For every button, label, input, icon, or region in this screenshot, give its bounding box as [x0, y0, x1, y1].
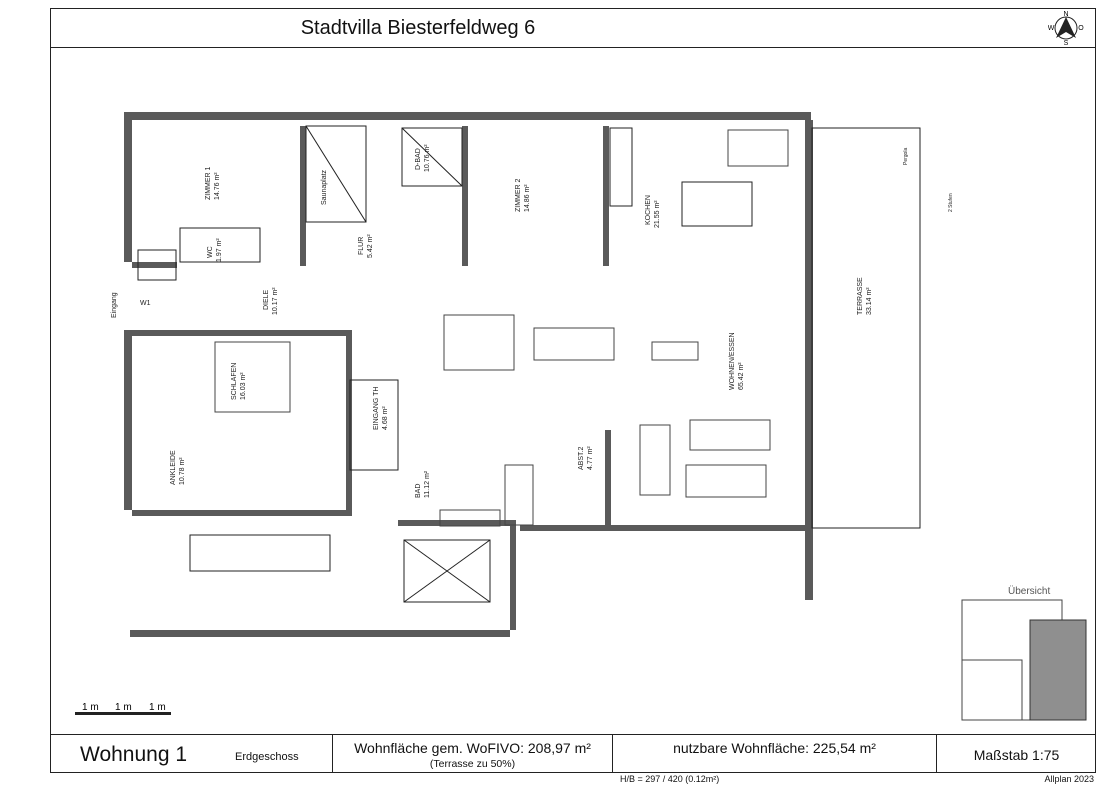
usable-area: nutzbare Wohnfläche: 225,54 m²: [673, 740, 876, 756]
scale-bar-label-2: 1 m: [115, 702, 132, 713]
room-flur-name: FLUR: [358, 236, 365, 255]
room-diele-name: DIELE: [263, 289, 270, 310]
overview-title: Übersicht: [1008, 586, 1051, 597]
page-title: Stadtvilla Biesterfeldweg 6: [300, 17, 536, 39]
title-bar: [50, 8, 1096, 48]
label-stufen: 2 Stufen: [948, 193, 954, 212]
apartment-name: Wohnung 1: [80, 743, 188, 766]
scale-bar: [75, 702, 171, 715]
room-flur-area: 5.42 m²: [367, 234, 374, 258]
room-dbad-area: 10.76 m²: [424, 144, 431, 172]
floor-plan-drawing: [50, 48, 1096, 734]
room-eingangth-area: 4.68 m²: [382, 406, 389, 430]
room-bad-name: BAD: [415, 483, 422, 498]
compass-east: O: [1078, 25, 1084, 32]
walls: [124, 112, 813, 637]
room-zimmer1-name: ZIMMER 1: [205, 166, 212, 200]
room-ankleide-name: ANKLEIDE: [170, 450, 177, 485]
label-pergola: Pergola: [903, 147, 909, 165]
room-wc-name: WC: [207, 246, 214, 258]
overview-map: [962, 600, 1086, 720]
room-abst2-name: ABST.2: [578, 446, 585, 470]
room-zimmer1-area: 14.76 m²: [214, 172, 221, 200]
room-saunaplatz-name: Saunaplatz: [321, 169, 328, 205]
floor-name: Erdgeschoss: [235, 751, 299, 763]
room-dbad-name: D-BAD: [415, 148, 422, 170]
footer-cell-apartment: [50, 735, 333, 773]
floor-plan: [50, 48, 1096, 734]
compass-west: W: [1048, 25, 1055, 32]
title-block: [50, 734, 1096, 773]
room-ankleide-area: 10.78 m²: [179, 457, 186, 485]
room-labels: [111, 144, 954, 498]
wofivo-area: Wohnfläche gem. WoFIVO: 208,97 m²: [354, 740, 591, 756]
stairs: [190, 535, 330, 571]
footer-cell-wofivo: [333, 735, 613, 773]
room-wc-area: 1.97 m²: [216, 238, 223, 262]
room-terrasse-name: TERRASSE: [857, 277, 864, 315]
scale-bar-label-1: 1 m: [82, 702, 99, 713]
software-label: Allplan 2023: [1044, 774, 1094, 784]
room-zimmer2-area: 14.86 m²: [524, 184, 531, 212]
footer-cell-scale: [937, 735, 1096, 773]
terrace-note: (Terrasse zu 50%): [429, 758, 516, 770]
room-diele-area: 10.17 m²: [272, 287, 279, 315]
room-wohnen-name: WOHNEN/ESSEN: [729, 332, 736, 390]
compass-south: S: [1063, 40, 1069, 46]
room-schlafen-name: SCHLAFEN: [231, 362, 238, 400]
room-schlafen-area: 16.03 m²: [240, 372, 247, 400]
room-eingangth-name: EINGANG TH: [373, 386, 380, 430]
room-terrasse-area: 33.14 m²: [866, 287, 873, 315]
room-kochen-area: 21.55 m²: [654, 200, 661, 228]
room-bad-area: 11.12 m²: [424, 470, 431, 498]
scale-bar-label-3: 1 m: [149, 702, 166, 713]
compass-north: N: [1063, 11, 1069, 18]
room-abst2-area: 4.77 m²: [587, 446, 594, 470]
paper-size: H/B = 297 / 420 (0.12m²): [620, 774, 720, 784]
label-w1: W1: [140, 300, 151, 307]
room-wohnen-area: 65.42 m²: [738, 362, 745, 390]
label-eingang: Eingang: [111, 292, 118, 318]
scale-value: Maßstab 1:75: [973, 747, 1060, 763]
room-zimmer2-name: ZIMMER 2: [515, 178, 522, 212]
compass-icon: [1048, 10, 1084, 46]
room-kochen-name: KOCHEN: [645, 195, 652, 225]
footer-cell-usable: [613, 735, 937, 773]
